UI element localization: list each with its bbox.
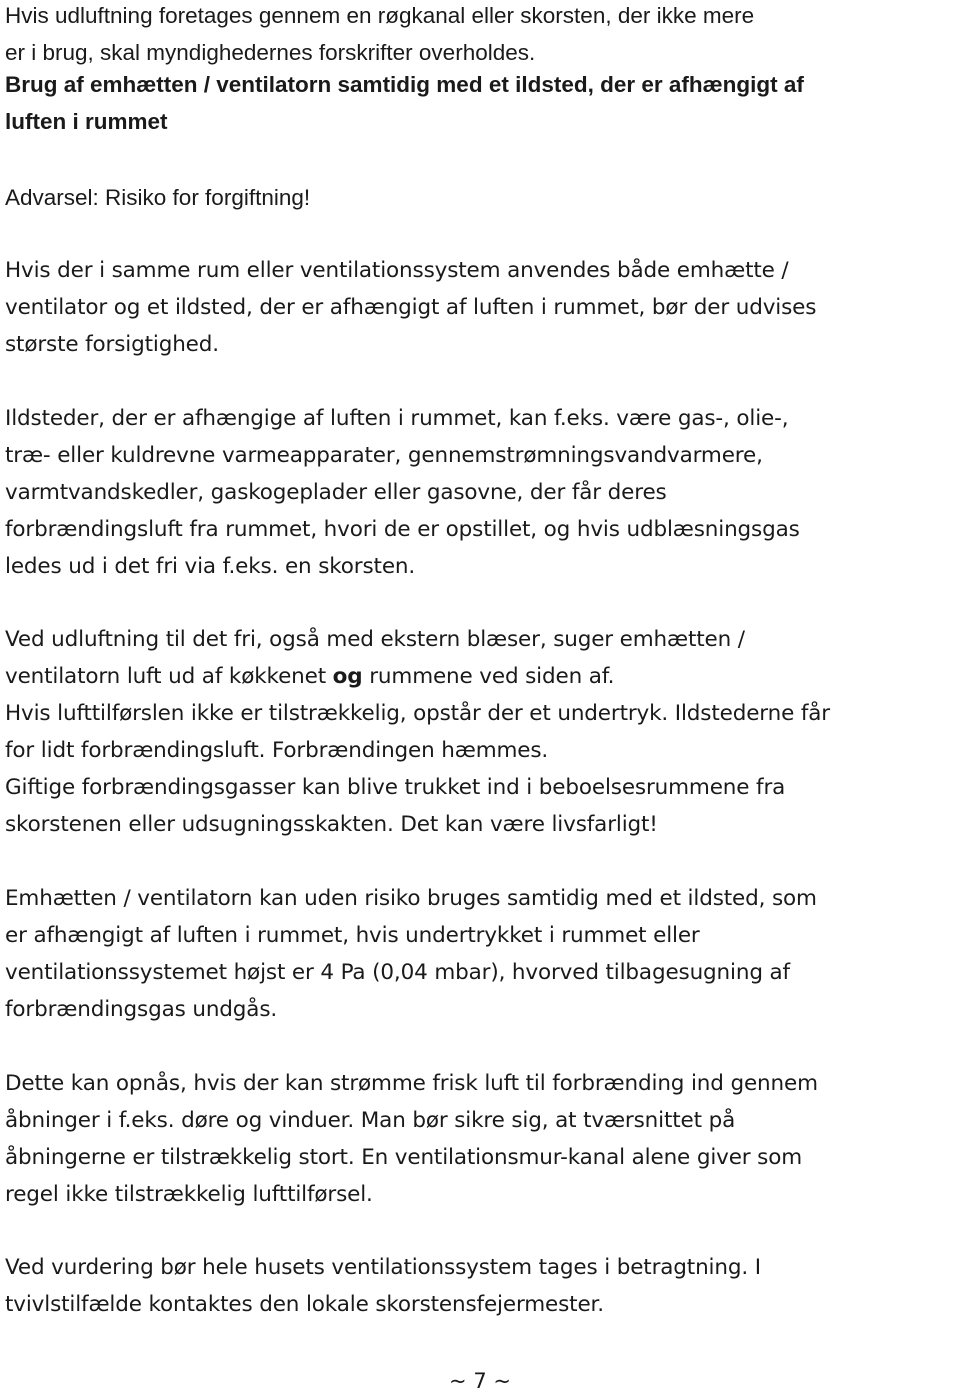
warning-line: Advarsel: Risiko for forgiftning! <box>5 185 311 210</box>
paragraph-5-line-1: Dette kan opnås, hvis der kan strømme frisk luft til forbrænding ind gennem <box>5 1071 818 1096</box>
paragraph-3-line-6: skorstenen eller udsugningsskakten. Det kan være livsfarligt! <box>5 812 658 837</box>
paragraph-2-line-5: ledes ud i det fri via f.eks. en skorsten. <box>5 554 416 579</box>
page-number: ~ 7 ~ <box>449 1369 511 1393</box>
intro-line-1: Hvis udluftning foretages gennem en røgkanal eller skorsten, der ikke mere <box>5 3 755 28</box>
paragraph-3-line-2 <box>5 658 960 695</box>
paragraph-2-line-4: forbrændingsluft fra rummet, hvori de er opstillet, og hvis udblæsningsgas <box>5 517 800 542</box>
paragraph-3-line-5: Giftige forbrændingsgasser kan blive trukket ind i beboelsesrummene fra <box>5 775 786 800</box>
section-heading-line-2: luften i rummet <box>5 109 168 134</box>
paragraph-5-line-4: regel ikke tilstrækkelig lufttilførsel. <box>5 1182 373 1207</box>
paragraph-3-line-2-start: ventilatorn luft ud af køkkenet <box>5 664 333 689</box>
paragraph-5-line-2: åbninger i f.eks. døre og vinduer. Man bør sikre sig, at tværsnittet på <box>5 1108 736 1133</box>
paragraph-2-line-1: Ildsteder, der er afhængige af luften i rummet, kan f.eks. være gas-, olie-, <box>5 406 789 431</box>
paragraph-3-line-1: Ved udluftning til det fri, også med ekstern blæser, suger emhætten / <box>5 627 745 652</box>
paragraph-4-line-2: er afhængigt af luften i rummet, hvis undertrykket i rummet eller <box>5 923 700 948</box>
section-heading <box>5 66 960 140</box>
paragraph-4 <box>5 880 960 1028</box>
paragraph-6 <box>5 1249 960 1323</box>
paragraph-3 <box>5 621 960 843</box>
intro-line-2: er i brug, skal myndighedernes forskrifter overholdes. <box>5 40 536 65</box>
paragraph-5-line-3: åbningerne er tilstrækkelig stort. En ventilationsmur-kanal alene giver som <box>5 1145 803 1170</box>
paragraph-5 <box>5 1065 960 1213</box>
paragraph-3-line-3: Hvis lufttilførslen ikke er tilstrækkelig, opstår der et undertryk. Ildstederne får <box>5 701 830 726</box>
paragraph-2 <box>5 400 960 585</box>
paragraph-1-line-1: Hvis der i samme rum eller ventilationssystem anvendes både emhætte / <box>5 258 789 283</box>
paragraph-3-line-4: for lidt forbrændingsluft. Forbrændingen hæmmes. <box>5 738 549 763</box>
paragraph-4-line-1: Emhætten / ventilatorn kan uden risiko bruges samtidig med et ildsted, som <box>5 886 817 911</box>
emphasis-og: og <box>332 664 363 689</box>
paragraph-4-line-3: ventilationssystemet højst er 4 Pa (0,04 mbar), hvorved tilbagesugning af <box>5 960 790 985</box>
section-heading-line-1: Brug af emhætten / ventilatorn samtidig med et ildsted, der er afhængigt af <box>5 72 804 97</box>
paragraph-1 <box>5 252 960 363</box>
paragraph-6-line-1: Ved vurdering bør hele husets ventilationssystem tages i betragtning. I <box>5 1255 761 1280</box>
paragraph-1-line-3: største forsigtighed. <box>5 332 219 357</box>
paragraph-2-line-2: træ- eller kuldrevne varmeapparater, gennemstrømningsvandvarmere, <box>5 443 763 468</box>
paragraph-4-line-4: forbrændingsgas undgås. <box>5 997 278 1022</box>
warning-text <box>5 179 960 216</box>
paragraph-3-line-2-end: rummene ved siden af. <box>362 664 615 689</box>
intro-paragraph <box>5 0 960 71</box>
paragraph-6-line-2: tvivlstilfælde kontaktes den lokale skorstensfejermester. <box>5 1292 604 1317</box>
paragraph-2-line-3: varmtvandskedler, gaskogeplader eller gasovne, der får deres <box>5 480 667 505</box>
paragraph-1-line-2: ventilator og et ildsted, der er afhængigt af luften i rummet, bør der udvises <box>5 295 817 320</box>
